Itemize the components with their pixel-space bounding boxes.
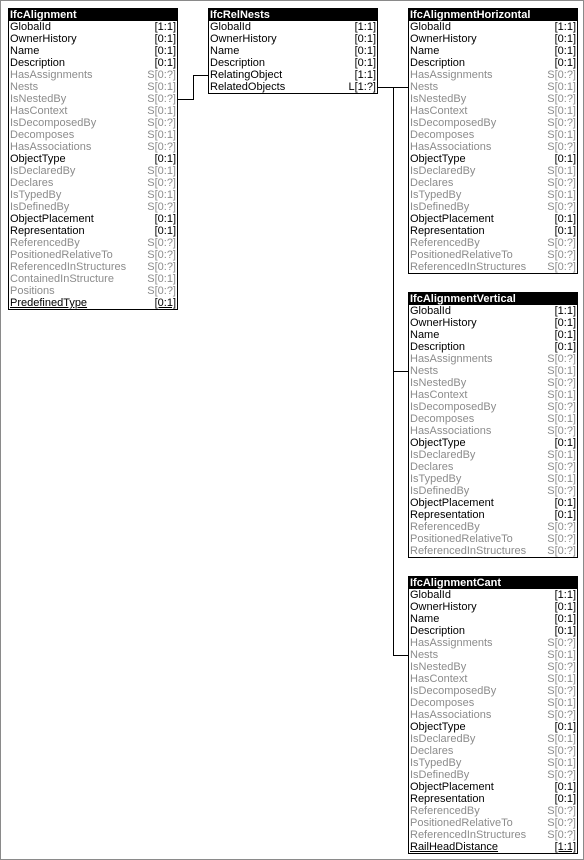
attribute-name: IsNestedBy [10,93,67,105]
attribute-row[interactable] [9,105,177,117]
attribute-cardinality: S[0:1] [147,129,176,141]
attribute-row[interactable] [409,425,577,437]
attribute-row[interactable] [9,141,177,153]
attribute-name: GlobalId [410,305,451,317]
attribute-cardinality: [0:1] [154,153,176,165]
attribute-cardinality: [0:1] [154,225,176,237]
entity-ifc-alignment-vertical[interactable] [408,292,578,558]
entity-title: IfcRelNests [209,9,377,21]
attribute-row[interactable] [409,613,577,625]
attribute-row[interactable] [409,533,577,545]
attribute-cardinality: S[0:1] [547,189,576,201]
attribute-cardinality: [0:1] [554,317,576,329]
attribute-row[interactable] [9,177,177,189]
attribute-name: PredefinedType [10,297,88,309]
attribute-cardinality: L[1:?] [348,81,376,93]
attribute-name: GlobalId [210,21,251,33]
attribute-name: Decomposes [10,129,75,141]
attribute-row[interactable] [409,649,577,661]
attribute-row[interactable] [409,57,577,69]
attribute-row[interactable] [9,285,177,297]
attribute-name: IsTypedBy [410,757,462,769]
attribute-cardinality: [0:1] [554,57,576,69]
attribute-name: IsDecomposedBy [410,117,497,129]
attribute-name: HasContext [410,105,468,117]
attribute-name: IsDecomposedBy [10,117,97,129]
attribute-row[interactable] [409,745,577,757]
attribute-cardinality: S[0:?] [547,769,576,781]
attribute-cardinality: [1:1] [554,841,576,853]
attribute-cardinality: [1:1] [554,589,576,601]
attribute-cardinality: S[0:?] [547,461,576,473]
attribute-name: ObjectPlacement [410,497,494,509]
attribute-cardinality: [1:1] [354,69,376,81]
attribute-cardinality: S[0:1] [147,105,176,117]
attribute-cardinality: S[0:?] [547,685,576,697]
attribute-name: Name [210,45,240,57]
attribute-cardinality: S[0:1] [547,733,576,745]
attribute-name: Name [410,329,440,341]
attribute-row[interactable] [9,81,177,93]
attribute-row[interactable] [9,165,177,177]
attribute-name: Description [410,341,466,353]
attribute-cardinality: S[0:?] [547,237,576,249]
attribute-row[interactable] [9,237,177,249]
attribute-name: GlobalId [410,589,451,601]
attribute-name: PositionedRelativeTo [10,249,113,261]
attribute-row[interactable] [409,189,577,201]
attribute-row[interactable] [409,545,577,557]
attribute-cardinality: S[0:?] [547,709,576,721]
attribute-row[interactable] [9,273,177,285]
attribute-row[interactable] [209,81,377,93]
attribute-name: OwnerHistory [10,33,77,45]
attribute-cardinality: S[0:1] [547,105,576,117]
attribute-cardinality: [0:1] [154,45,176,57]
attribute-row[interactable] [409,841,577,853]
attribute-row[interactable] [409,485,577,497]
attribute-name: Name [410,613,440,625]
attribute-cardinality: S[0:1] [547,757,576,769]
attribute-row[interactable] [9,117,177,129]
attribute-row[interactable] [409,449,577,461]
entity-title: IfcAlignmentHorizontal [409,9,577,21]
attribute-cardinality: [0:1] [354,45,376,57]
attribute-name: Representation [410,225,485,237]
attribute-row[interactable] [409,637,577,649]
attribute-name: Representation [10,225,85,237]
attribute-cardinality: S[0:?] [147,141,176,153]
attribute-cardinality: S[0:?] [547,261,576,273]
attribute-row[interactable] [409,237,577,249]
attribute-row[interactable] [9,201,177,213]
attribute-name: GlobalId [410,21,451,33]
attribute-name: IsNestedBy [410,377,467,389]
attribute-row[interactable] [409,377,577,389]
attribute-row[interactable] [9,129,177,141]
attribute-name: HasAssignments [410,637,493,649]
attribute-name: Decomposes [410,129,475,141]
attribute-row[interactable] [409,105,577,117]
attribute-cardinality: S[0:?] [147,237,176,249]
attribute-cardinality: S[0:?] [547,401,576,413]
attribute-row[interactable] [409,413,577,425]
attribute-row[interactable] [409,697,577,709]
attribute-row[interactable] [409,793,577,805]
attribute-name: Positions [10,285,55,297]
attribute-name: ReferencedInStructures [10,261,127,273]
attribute-cardinality: S[0:1] [547,697,576,709]
attribute-name: Description [210,57,266,69]
attribute-row[interactable] [409,69,577,81]
attribute-row[interactable] [409,673,577,685]
attribute-name: ObjectType [10,153,66,165]
attribute-name: HasAssociations [10,141,92,153]
attribute-name: ObjectPlacement [10,213,94,225]
attribute-name: Declares [410,177,454,189]
attribute-row[interactable] [409,329,577,341]
attribute-cardinality: S[0:?] [547,533,576,545]
attribute-row[interactable] [409,781,577,793]
attribute-name: Decomposes [410,413,475,425]
entity-ifc-rel-nests[interactable] [208,8,378,94]
attribute-name: Declares [410,745,454,757]
attribute-name: RelatedObjects [210,81,286,93]
attribute-row[interactable] [409,521,577,533]
attribute-row[interactable] [409,117,577,129]
attribute-row[interactable] [409,437,577,449]
entity-title: IfcAlignmentVertical [409,293,577,305]
attribute-row[interactable] [409,661,577,673]
attribute-name: HasAssociations [410,141,492,153]
attribute-cardinality: [0:1] [554,33,576,45]
attribute-row[interactable] [409,497,577,509]
attribute-cardinality: S[0:?] [547,201,576,213]
attribute-name: Nests [410,365,439,377]
attribute-cardinality: S[0:1] [547,129,576,141]
attribute-cardinality: [1:1] [554,21,576,33]
attribute-name: IsTypedBy [410,189,462,201]
attribute-name: ReferencedBy [410,521,480,533]
attribute-name: ObjectType [410,437,466,449]
attribute-row[interactable] [9,57,177,69]
attribute-row[interactable] [409,213,577,225]
attribute-name: IsDefinedBy [410,485,470,497]
attribute-name: ContainedInStructure [10,273,114,285]
attribute-name: IsNestedBy [410,661,467,673]
attribute-cardinality: S[0:?] [547,141,576,153]
attribute-name: HasAssignments [410,69,493,81]
attribute-name: Declares [410,461,454,473]
attribute-cardinality: S[0:?] [147,69,176,81]
entity-title: IfcAlignmentCant [409,577,577,589]
attribute-row[interactable] [409,341,577,353]
attribute-row[interactable] [409,401,577,413]
attribute-name: Decomposes [410,697,475,709]
attribute-name: ReferencedBy [410,237,480,249]
attribute-cardinality: [0:1] [554,45,576,57]
attribute-row[interactable] [409,93,577,105]
attribute-cardinality: S[0:?] [547,829,576,841]
attribute-cardinality: [0:1] [554,497,576,509]
attribute-row[interactable] [9,249,177,261]
attribute-row[interactable] [409,141,577,153]
attribute-row[interactable] [409,733,577,745]
attribute-row[interactable] [409,353,577,365]
attribute-cardinality: [0:1] [554,213,576,225]
attribute-row[interactable] [409,461,577,473]
attribute-name: OwnerHistory [410,33,477,45]
attribute-cardinality: S[0:?] [547,249,576,261]
attribute-name: IsDeclaredBy [410,165,476,177]
attribute-cardinality: [0:1] [554,601,576,613]
attribute-row[interactable] [409,829,577,841]
attribute-cardinality: S[0:?] [547,425,576,437]
attribute-name: OwnerHistory [210,33,277,45]
attribute-row[interactable] [409,165,577,177]
attribute-cardinality: [0:1] [354,57,376,69]
attribute-cardinality: [1:1] [554,305,576,317]
attribute-row[interactable] [409,33,577,45]
attribute-cardinality: S[0:?] [147,261,176,273]
attribute-cardinality: S[0:?] [147,285,176,297]
attribute-cardinality: [0:1] [554,509,576,521]
attribute-cardinality: [0:1] [554,329,576,341]
attribute-name: GlobalId [10,21,51,33]
attribute-row[interactable] [9,261,177,273]
attribute-row[interactable] [409,21,577,33]
attribute-name: HasContext [410,673,468,685]
attribute-name: IsDeclaredBy [410,733,476,745]
attribute-cardinality: [0:1] [554,225,576,237]
attribute-row[interactable] [209,69,377,81]
attribute-cardinality: [0:1] [554,793,576,805]
attribute-cardinality: S[0:1] [547,81,576,93]
attribute-name: PositionedRelativeTo [410,249,513,261]
attribute-row[interactable] [409,177,577,189]
attribute-cardinality: S[0:?] [147,201,176,213]
entity-ifc-alignment-cant[interactable] [408,576,578,854]
attribute-name: ObjectType [410,153,466,165]
attribute-row[interactable] [409,769,577,781]
attribute-name: ObjectPlacement [410,213,494,225]
attribute-name: OwnerHistory [410,601,477,613]
attribute-cardinality: S[0:?] [547,545,576,557]
attribute-cardinality: S[0:1] [547,413,576,425]
attribute-cardinality: S[0:?] [547,817,576,829]
attribute-row[interactable] [409,249,577,261]
attribute-cardinality: S[0:1] [147,189,176,201]
attribute-name: IsDeclaredBy [410,449,476,461]
attribute-cardinality: [1:1] [354,21,376,33]
attribute-row[interactable] [209,45,377,57]
attribute-row[interactable] [9,33,177,45]
attribute-name: HasAssignments [410,353,493,365]
attribute-name: IsDeclaredBy [10,165,76,177]
attribute-name: RelatingObject [210,69,283,81]
attribute-name: HasAssociations [410,709,492,721]
attribute-name: Name [10,45,40,57]
attribute-row[interactable] [409,589,577,601]
attribute-cardinality: S[0:1] [547,165,576,177]
attribute-row[interactable] [409,805,577,817]
attribute-name: Nests [410,81,439,93]
attribute-row[interactable] [209,33,377,45]
attribute-row[interactable] [409,153,577,165]
attribute-cardinality: S[0:?] [547,117,576,129]
attribute-row[interactable] [9,93,177,105]
attribute-cardinality: S[0:1] [547,473,576,485]
attribute-name: ObjectPlacement [410,781,494,793]
attribute-cardinality: [0:1] [554,625,576,637]
attribute-cardinality: [0:1] [554,341,576,353]
attribute-name: IsDefinedBy [10,201,70,213]
attribute-cardinality: S[0:1] [147,81,176,93]
attribute-cardinality: S[0:?] [147,117,176,129]
attribute-row[interactable] [409,473,577,485]
attribute-cardinality: S[0:?] [147,177,176,189]
attribute-cardinality: [0:1] [154,213,176,225]
attribute-row[interactable] [9,21,177,33]
attribute-name: PositionedRelativeTo [410,533,513,545]
attribute-name: ObjectType [410,721,466,733]
attribute-row[interactable] [9,189,177,201]
attribute-row[interactable] [409,201,577,213]
attribute-cardinality: S[0:?] [547,745,576,757]
attribute-cardinality: [0:1] [154,57,176,69]
attribute-name: Nests [10,81,39,93]
attribute-cardinality: S[0:?] [547,485,576,497]
attribute-row[interactable] [9,153,177,165]
attribute-cardinality: S[0:1] [547,649,576,661]
attribute-cardinality: [1:1] [154,21,176,33]
attribute-cardinality: [0:1] [554,721,576,733]
attribute-name: PositionedRelativeTo [410,817,513,829]
attribute-cardinality: S[0:1] [147,165,176,177]
attribute-name: IsDecomposedBy [410,401,497,413]
attribute-name: ReferencedInStructures [410,545,527,557]
attribute-row[interactable] [409,625,577,637]
attribute-cardinality: S[0:?] [547,353,576,365]
attribute-row[interactable] [409,317,577,329]
attribute-name: IsDefinedBy [410,769,470,781]
attribute-row[interactable] [9,297,177,309]
attribute-cardinality: S[0:1] [547,365,576,377]
attribute-row[interactable] [409,817,577,829]
attribute-row[interactable] [409,389,577,401]
attribute-name: OwnerHistory [410,317,477,329]
attribute-row[interactable] [209,21,377,33]
attribute-name: IsDecomposedBy [410,685,497,697]
attribute-cardinality: S[0:?] [147,249,176,261]
attribute-cardinality: S[0:1] [547,673,576,685]
attribute-name: IsTypedBy [410,473,462,485]
attribute-cardinality: S[0:1] [547,389,576,401]
attribute-cardinality: [0:1] [554,153,576,165]
attribute-cardinality: S[0:?] [547,637,576,649]
attribute-name: HasContext [10,105,68,117]
attribute-row[interactable] [409,709,577,721]
attribute-row[interactable] [409,261,577,273]
attribute-row[interactable] [409,365,577,377]
attribute-name: IsNestedBy [410,93,467,105]
attribute-cardinality: [0:1] [554,613,576,625]
attribute-row[interactable] [409,509,577,521]
attribute-name: Representation [410,793,485,805]
attribute-row[interactable] [409,757,577,769]
attribute-cardinality: S[0:?] [547,177,576,189]
attribute-cardinality: [0:1] [154,33,176,45]
attribute-name: IsTypedBy [10,189,62,201]
attribute-name: ReferencedInStructures [410,829,527,841]
attribute-cardinality: [0:1] [354,33,376,45]
attribute-cardinality: S[0:1] [147,273,176,285]
attribute-cardinality: S[0:?] [547,805,576,817]
attribute-cardinality: S[0:?] [547,377,576,389]
entity-ifc-alignment[interactable] [8,8,178,310]
attribute-name: ReferencedInStructures [410,261,527,273]
attribute-cardinality: [0:1] [554,781,576,793]
attribute-row[interactable] [9,45,177,57]
attribute-name: IsDefinedBy [410,201,470,213]
attribute-name: ReferencedBy [410,805,480,817]
attribute-cardinality: [0:1] [154,297,176,309]
attribute-cardinality: S[0:?] [147,93,176,105]
attribute-row[interactable] [9,213,177,225]
attribute-name: Name [410,45,440,57]
attribute-name: RailHeadDistance [410,841,499,853]
attribute-name: Description [410,625,466,637]
attribute-name: Description [410,57,466,69]
attribute-row[interactable] [409,685,577,697]
attribute-cardinality: S[0:?] [547,69,576,81]
attribute-row[interactable] [409,721,577,733]
attribute-name: Nests [410,649,439,661]
attribute-row[interactable] [9,225,177,237]
attribute-row[interactable] [409,305,577,317]
attribute-cardinality: [0:1] [554,437,576,449]
attribute-name: Declares [10,177,54,189]
entity-title: IfcAlignment [9,9,177,21]
attribute-row[interactable] [409,225,577,237]
attribute-name: HasAssociations [410,425,492,437]
attribute-name: Description [10,57,66,69]
attribute-row[interactable] [409,81,577,93]
attribute-cardinality: S[0:?] [547,93,576,105]
attribute-name: HasContext [410,389,468,401]
attribute-row[interactable] [9,69,177,81]
attribute-cardinality: S[0:1] [547,449,576,461]
attribute-cardinality: S[0:?] [547,521,576,533]
attribute-name: Representation [410,509,485,521]
entity-ifc-alignment-horizontal[interactable] [408,8,578,274]
attribute-name: ReferencedBy [10,237,80,249]
attribute-row[interactable] [409,45,577,57]
attribute-row[interactable] [409,129,577,141]
attribute-row[interactable] [209,57,377,69]
attribute-cardinality: S[0:?] [547,661,576,673]
attribute-row[interactable] [409,601,577,613]
attribute-name: HasAssignments [10,69,93,81]
